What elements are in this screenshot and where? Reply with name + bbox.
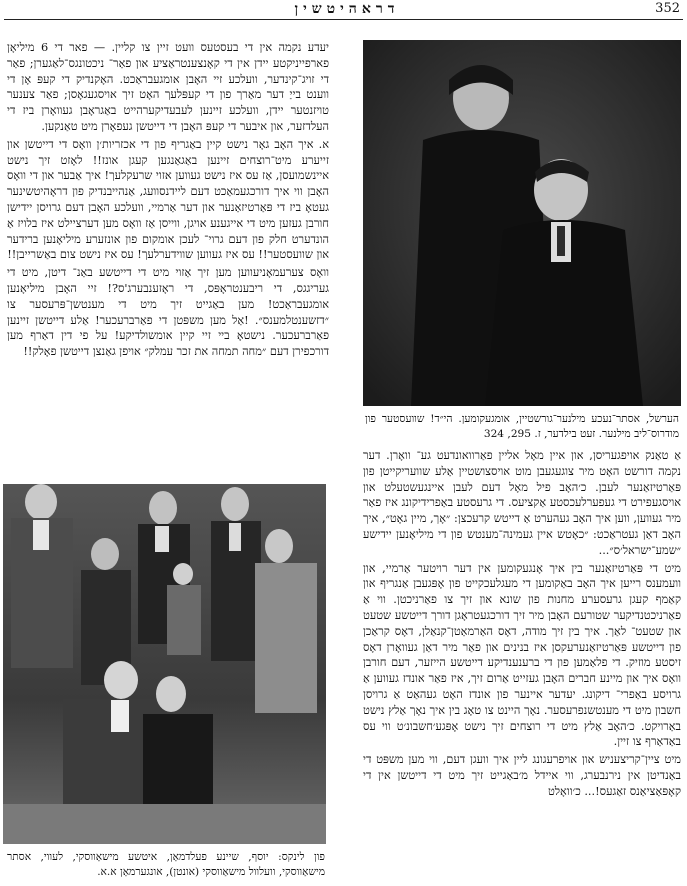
page-header xyxy=(0,0,687,20)
page-number: 352 xyxy=(655,1,680,16)
couple-photo-image xyxy=(363,40,681,406)
family-photo-caption: פון לינקס: יוסף, שיינע פעלדמאַן, איטשע מישאַווסקי, לעווי, אסתר מישאַווסקי, וועלוול מישאַווסקי (אונטן), אונגערמאַן א.א. xyxy=(7,851,325,878)
family-group-photo xyxy=(3,484,326,844)
family-photo-image xyxy=(3,484,326,844)
paragraph: מיט די פּאַרטיזאַנער בין איך אָנגעקומען אין דער רויטער אַרמיי, און וועמענס רייען איך האָב באַקומען די מעגלעכקייט פון אָפּגעבן אַנגריף און קאַמף קעגן גרעסערע מחנות פון שונא און זיך צו פאַרניכטן. ווי אַ פאַרניכטנדיקער שטורעם האָבן מיר זיך דורכגעטראָגן דורך דייטשע שטעט און שטעט־ לאַך. איך בין זיך מודה, דאָס האַרמאַטן־קנאַלן, דאָס קראַכן פון דייטשע פּאַרטיזאַנערעקסן איז בנינים און פאַר מיר דאַן געוואָרן דאָס זיסטע מוזיק. די פלאַמען פון די ברענענדיקע דייטשע הייזער, דעם חורבן וואָס איך און מיינע חברים האָבן געזייט אַרום זיך, איז פאַר אונדז געווען אַ גרויסע באַפרי־ דיקונג. יעדער איינער פון אונדז האָט געהאַט אַ גרויסן חשבון מיט די מענטשנפרעסער. נאָך היינט צו טאָג בין איך נאָך אַלץ נישט באַרויקט. כ׳האָב אַלץ מיט די רוצחים זיך נישט אָפּגע׳חשבונ׳ט ווי עס באַדאַרף צו זיין. xyxy=(363,561,681,749)
couple-photo-caption: הערשל, אסתר־נעכע מילנער־גורשטיין, אומגעקומען. הי״ד! שוועסטער פון מודרוס־ליב מילנער. זעט בילדער, ז. 295, 324 xyxy=(365,413,679,440)
paragraph: א. איך האָב גאָר נישט קיין באַגריף פון די אכזריות׳ן וואָס די דייטשן און זייערע מיט־רוצחים זיינען באַגאַנגען קעגן אונז!! לאָזט זיך נישט איינשמועסן, אַז עס איז נישט געווען אזוי שרעקלעך! איך אַבער און די וואָס האָבן ווי איך דורכגעמאַכט דעם ליידנסוועג, אַנהייבנדיק פון דראָהיטשינער געטאָ ביז די פּאַרטיזאַנער און דער אַרמיי, וועלכע האָבן דעם גרויסן יידישן חורבן געזען מיט די אייגענע אויגן, ווייסן אַז וואָס מען דערציילט איז בלויז אַ הונדערט חלק פון דעם גרוי־ לעכן אומקום פון אונזערע מיליאָנען ברידער און שוועסטער!! עס איז געווען שווידערלעך! עס איז נישט צום באַשרייבן!! xyxy=(7,137,329,262)
couple-portrait-photo xyxy=(363,40,681,406)
left-column-text xyxy=(7,40,329,480)
paragraph: יעדע נקמה אין די בעסטעס וועט זיין צו קליין. — פאר די 6 מיליאָן פארפייניקטע יידן אין די קאָנצענטראַציע און פאַר־ ניכטונגס־לאַגערן; פאַר די זויג־קינדער, וועלכע זיי האָבן אומגעבראַכט. האָקנדיק די קעפּ אָן די ווענט בייַ דער מאַרך פון די קעפּלעך האָט זיך אויסגעגאָסן; פאַר צענער טויזנטער יידן, וועלכע זיינען לעבעדיקערהייט באַגראָבן געוואָרן ביז די העלדזער, און איבער די קעפּ האָבן די דייטשן געפאָרן מיט טאַנקען. xyxy=(7,41,329,133)
paragraph: מיט ציין־קריצעניש און אויפרעגונג ליין איך וועגן דעם, ווי מען משפּט די באַנדיטן אין נירנבערג, ווי איידל מ׳באַגייט זיך מיט די דייטשן אין די קאָפּאַציאַנס זאַגעס!... כ׳וואָלט xyxy=(363,753,681,798)
paragraph: וואָס צערעמאָניעווען מען זיך אַזוי מיט די דייטשע באַנ־ דיטן, מיט די געריגגס, די ריבענטראָפּס, די ראָזענבערג'ס?! זיי האָבן מיליאָנען אומגעבראַכט! מען באַגייט זיך מיט די מענטשן־פּרעסער צו ״דזשענטלמענס״. !אַל מען משפּטן די פאַרברעכער! אַלע דייטשן זיינען פאַרברעכער. נישטאָ ביי זיי קיין אומשולדיקע! על פי דין דאַרף מען דורכפירן דעם ״מחה תמחה את זכר עמלק״ אויפן גאַנצן דייטשן פאָלק!! xyxy=(7,266,329,359)
paragraph: אַ טאַנק אויפגעריסן, און איין מאָל אליין פאַרוואונדעט גע־ וואָרן. דער נקמה דורשט האָט מיר צוגעגעבן מוט אויסצושטיין אַלע שוועריקייטן פון פּאַרטיזאַנער לעבן. כ׳האָב פיל מאָל דעם לעבן איינגעשטעלט און אויסגעפירט די געפערלעכסטע אַקציעס. די גרעסטע באַפרידיקונג איז פאַר מיר געווען, ווען איך האָב געהערט אַ דייטש קרעכצן: ״אָך, מיין גאָט״, איך האָב דאַן געטראַכט: ״כאָטש איין געמינה־מענטש פון די מיליאָנען יידישע ״שמע־ישראל׳ס״... xyxy=(363,449,681,557)
running-title: דראהיטשין xyxy=(294,1,400,17)
header-rule xyxy=(4,19,683,20)
right-column-text xyxy=(363,448,681,880)
